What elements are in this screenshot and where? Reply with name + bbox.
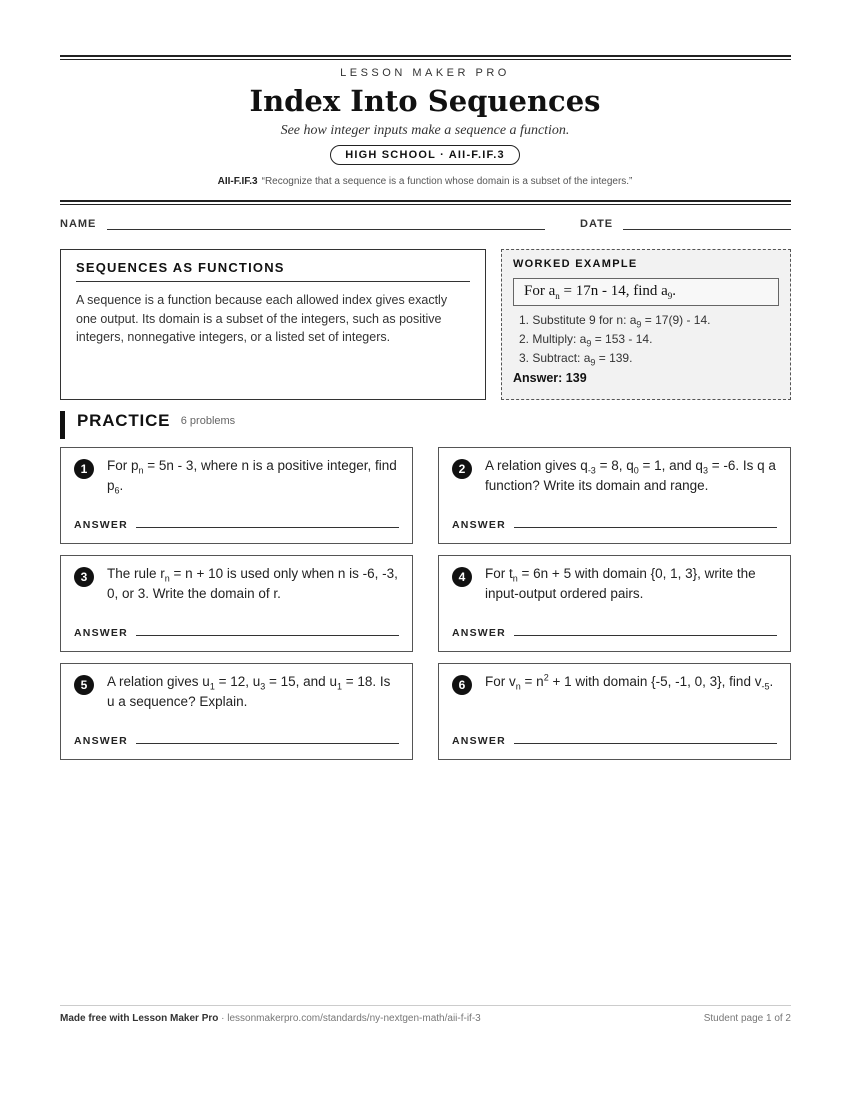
worked-example-step: 1. Substitute 9 for n: $a_9 = 17(9) - 14$. — [519, 313, 711, 330]
answer-label: ANSWER — [74, 735, 128, 747]
problem-card-5 — [60, 663, 413, 760]
problem-number-badge: 2 — [452, 459, 472, 479]
footer — [60, 1013, 791, 1024]
problem-card-2 — [438, 447, 791, 544]
worked-example-box — [501, 249, 791, 400]
problem-question: For $t_n = 6n + 5$ with domain {0, 1, 3}, write the input-output ordered pairs. — [485, 566, 756, 601]
worked-example-answer: Answer: 139 — [513, 371, 587, 385]
problem-question: A relation gives $u_1 = 12$, $u_3 = 15$, and $u_1 = 18$. Is u a sequence? Explain. — [107, 674, 391, 709]
standard-text: “Recognize that a sequence is a function whose domain is a subset of the integers.” — [261, 176, 633, 187]
page-indicator: Student page 1 of 2 — [703, 1013, 791, 1024]
answer-field[interactable] — [136, 743, 399, 744]
practice-heading — [60, 411, 235, 439]
page-title: Index Into Sequences — [249, 84, 601, 118]
answer-label: ANSWER — [452, 627, 506, 639]
worked-example-prompt: For $a_n = 17n - 14$, find $a_9$. — [513, 278, 779, 306]
problem-number-badge: 3 — [74, 567, 94, 587]
answer-field[interactable] — [136, 527, 399, 528]
problem-card-6 — [438, 663, 791, 760]
problem-question: A relation gives $q_{-3} = 8$, $q_0 = 1$, and $q_3 = -6$. Is q a function? Write its domain and range. — [485, 458, 776, 493]
answer-field[interactable] — [514, 743, 777, 744]
date-field[interactable] — [623, 229, 791, 230]
worked-example-step: 2. Multiply: $a_9 = 153 - 14$. — [519, 332, 653, 349]
answer-label: ANSWER — [452, 735, 506, 747]
footer-url[interactable]: · lessonmakerpro.com/standards/ny-nextgen-math/aii-f-if-3 — [218, 1013, 481, 1024]
answer-label: ANSWER — [74, 627, 128, 639]
date-label: DATE — [580, 218, 614, 230]
answer-field[interactable] — [514, 635, 777, 636]
problem-question: For $p_n = 5n - 3$, where n is a positive integer, find $p_6$. — [107, 458, 397, 496]
problem-question: For $v_n = n^2 + 1$ with domain {-5, -1, 0, 3}, find $v_{-5}$. — [485, 672, 774, 692]
footer-credit: Made free with Lesson Maker Pro — [60, 1013, 219, 1024]
practice-count: 6 problems — [180, 415, 236, 427]
footer-rule — [60, 1005, 791, 1006]
concept-box — [60, 249, 486, 400]
header-top-rule — [60, 55, 791, 57]
worked-example-heading: WORKED EXAMPLE — [513, 258, 638, 270]
brand-name: LESSON MAKER PRO — [340, 67, 510, 79]
worked-example-steps — [513, 311, 779, 368]
answer-field[interactable] — [514, 527, 777, 528]
problem-number-badge: 1 — [74, 459, 94, 479]
concept-heading: SEQUENCES AS FUNCTIONS — [76, 260, 470, 282]
problem-question: The rule $r_n = n + 10$ is used only when n is -6, -3, 0, or 3. Write the domain of r. — [107, 566, 398, 601]
concept-body: A sequence is a function because each allowed index gives exactly one output. Its domain is a subset of the integers, such as positive integers, nonnegative integers, or a listed set of integers. — [76, 293, 448, 344]
standard-statement — [0, 176, 850, 187]
name-field[interactable] — [107, 229, 545, 230]
level-badge: HIGH SCHOOL · AII-F.IF.3 — [330, 145, 520, 165]
problem-number-badge: 4 — [452, 567, 472, 587]
problem-card-4 — [438, 555, 791, 652]
standard-code: AII-F.IF.3 — [217, 176, 258, 187]
answer-label: ANSWER — [452, 519, 506, 531]
answer-label: ANSWER — [74, 519, 128, 531]
name-label: NAME — [60, 218, 97, 230]
practice-title: PRACTICE — [77, 411, 171, 430]
level-badge-wrap — [0, 145, 850, 165]
header-bottom-rule — [60, 200, 791, 202]
problem-number-badge: 5 — [74, 675, 94, 695]
name-date-row — [60, 218, 791, 232]
page-subtitle: See how integer inputs make a sequence a function. — [280, 123, 570, 138]
worked-example-step: 3. Subtract: $a_9 = 139$. — [519, 351, 633, 368]
problem-card-3 — [60, 555, 413, 652]
answer-field[interactable] — [136, 635, 399, 636]
problem-number-badge: 6 — [452, 675, 472, 695]
problem-card-1 — [60, 447, 413, 544]
